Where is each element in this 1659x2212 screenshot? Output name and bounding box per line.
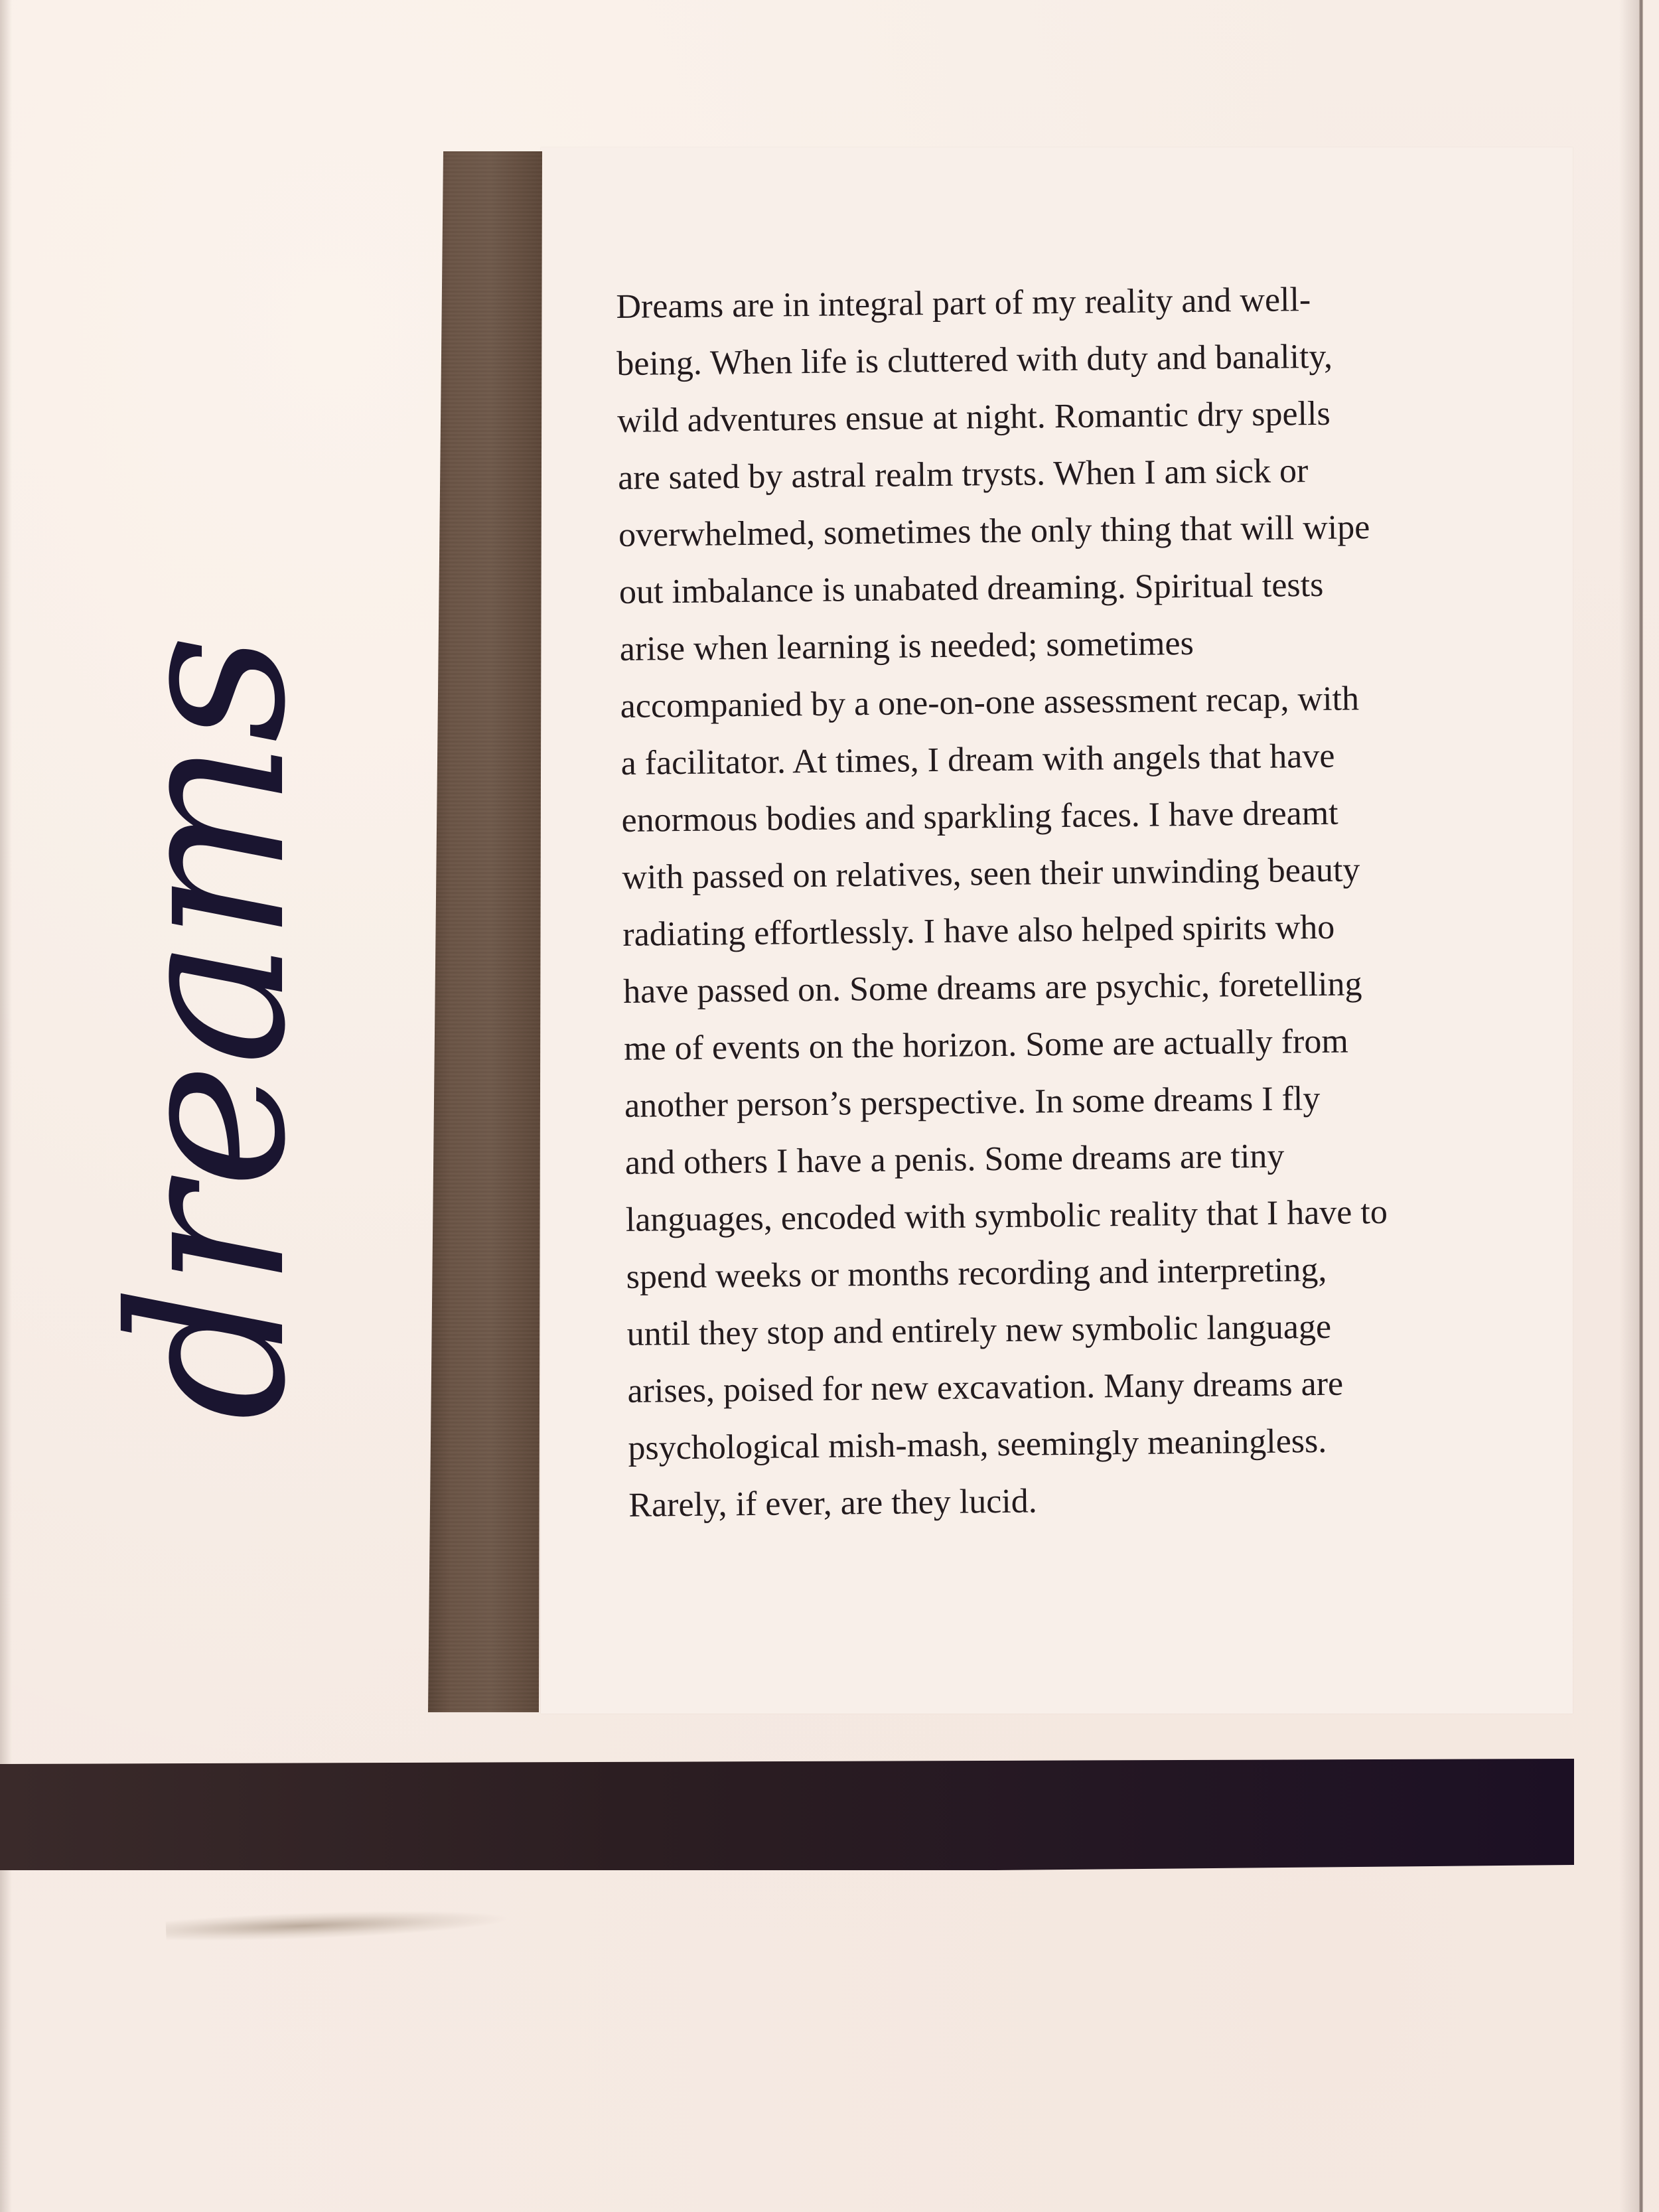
body-line: have passed on. Some dreams are psychic, foretelling — [622, 965, 1362, 1011]
body-line: Dreams are in integral part of my reality and well- — [616, 281, 1311, 326]
horizontal-dark-bar — [0, 1759, 1574, 1880]
body-line: me of events on the horizon. Some are actually from — [623, 1022, 1349, 1068]
body-line: wild adventures ensue at night. Romantic dry spells — [616, 394, 1331, 440]
body-line: Rarely, if ever, are they lucid. — [628, 1482, 1037, 1524]
ink-smudge — [165, 1905, 511, 1944]
body-line: and others I have a penis. Some dreams are tiny — [624, 1137, 1285, 1182]
body-line: are sated by astral realm trysts. When I am sick or — [617, 452, 1309, 497]
body-line: a facilitator. At times, I dream with angels that have — [620, 737, 1335, 782]
vertical-brown-bar — [428, 151, 542, 1712]
page-right-edge — [1639, 0, 1643, 2212]
body-line: overwhelmed, sometimes the only thing that will wipe — [618, 508, 1370, 554]
page-title: dreams — [86, 636, 332, 1421]
body-line: until they stop and entirely new symbolic language — [626, 1307, 1332, 1353]
body-line: arises, poised for new excavation. Many dreams are — [627, 1364, 1344, 1410]
body-line: out imbalance is unabated dreaming. Spiritual tests — [618, 565, 1324, 611]
body-line: arise when learning is needed; sometimes — [619, 624, 1194, 668]
body-line: another person’s perspective. In some dreams I fly — [624, 1079, 1321, 1125]
body-line: psychological mish-mash, seemingly meaningless. — [628, 1422, 1327, 1467]
body-paragraph — [616, 269, 1571, 1534]
body-line: radiating effortlessly. I have also helped spirits who — [622, 908, 1335, 954]
body-line: enormous bodies and sparkling faces. I have dreamt — [621, 794, 1338, 840]
title-container — [86, 624, 332, 1434]
body-line: accompanied by a one-on-one assessment recap, with — [620, 680, 1360, 725]
body-line: with passed on relatives, seen their unwinding beauty — [622, 851, 1360, 897]
page-edge-shadow — [1619, 0, 1639, 2212]
body-line: being. When life is cluttered with duty and banality, — [616, 337, 1333, 383]
body-line: spend weeks or months recording and interpreting, — [626, 1250, 1327, 1296]
body-line: languages, encoded with symbolic reality that I have to — [625, 1193, 1388, 1239]
page-left-edge — [0, 0, 12, 2212]
